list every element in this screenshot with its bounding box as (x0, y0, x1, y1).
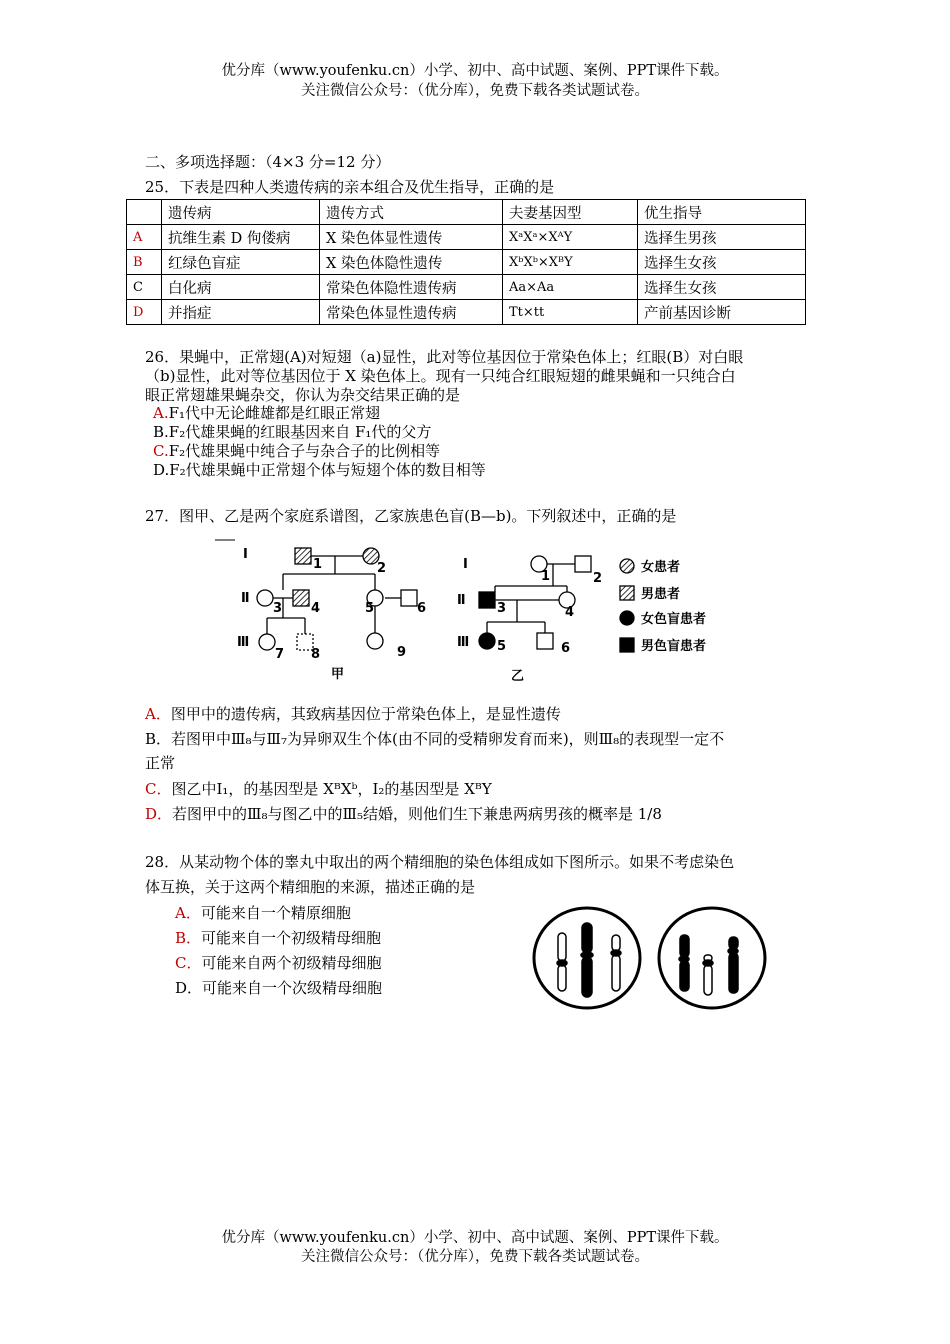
chromosome-right-3 (728, 937, 738, 993)
q26-stem-line2: （b)显性，此对等位基因位于 X 染色体上。现有一只纯合红眼短翅的雌果蝇和一只纯合白 (145, 367, 736, 385)
node-number: 4 (311, 601, 321, 616)
legend-female-patient-icon (620, 559, 634, 573)
figure-caption-jia: 甲 (331, 667, 345, 682)
table-cell: C (127, 275, 162, 300)
q26-option-a: A.F₁代中无论雌雄都是红眼正常翅 (153, 404, 381, 422)
q26-stem-line1: 26．果蝇中，正常翅(A)对短翅（a)显性，此对等位基因位于常染色体上；红眼(B）对白眼 (145, 348, 744, 366)
q26-option-d: D.F₂代雄果蝇中正常翅个体与短翅个体的数目相等 (153, 461, 486, 479)
chromosome-right-2 (703, 955, 713, 995)
legend-male-patient-icon (620, 586, 634, 600)
q28-option-c: C．可能来自两个初级精母细胞 (175, 954, 382, 972)
gen-label: Ⅰ (463, 557, 468, 572)
table-cell: 抗维生素 D 佝偻病 (162, 225, 320, 250)
chromosome-left-2 (581, 923, 593, 997)
table-cell: X 染色体显性遗传 (320, 225, 503, 250)
site-header-line1: 优分库（www.youfenku.cn）小学、初中、高中试题、案例、PPT课件下载。 (221, 63, 729, 79)
q26-option-c: C.F₂代雄果蝇中纯合子与杂合子的比例相等 (153, 442, 441, 460)
q28-option-b: B．可能来自一个初级精母细胞 (175, 929, 382, 947)
q27-option-a: A．图甲中的遗传病，其致病基因位于常染色体上，是显性遗传 (145, 705, 561, 723)
table-cell: 产前基因诊断 (638, 300, 806, 325)
site-header-line2: 关注微信公众号：（优分库），免费下载各类试题试卷。 (301, 83, 649, 99)
node-number: 1 (541, 569, 551, 584)
q28-option-a: A．可能来自一个精原细胞 (175, 904, 351, 922)
table-cell: 选择生女孩 (638, 275, 806, 300)
legend-male-colorblind-icon (620, 638, 634, 652)
pedigree-figure (215, 538, 735, 688)
table-cell: 红绿色盲症 (162, 250, 320, 275)
q27-option-c: C．图乙中Ⅰ₁，的基因型是 XᴮXᵇ，Ⅰ₂的基因型是 XᴮY (145, 780, 492, 798)
site-footer-line1: 优分库（www.youfenku.cn）小学、初中、高中试题、案例、PPT课件下载。 (221, 1230, 729, 1246)
table-cell: B (127, 250, 162, 275)
node-number: 9 (397, 645, 407, 660)
table-cell: Tt×tt (503, 300, 638, 325)
legend-female-colorblind-icon (620, 611, 634, 625)
section-title: 二、多项选择题：（4×3 分=12 分） (145, 153, 391, 171)
table-cell: 常染色体隐性遗传病 (320, 275, 503, 300)
node-number: 2 (377, 561, 387, 576)
chromosome-right-1 (679, 935, 689, 991)
q25-table (126, 199, 806, 325)
q25-stem: 25．下表是四种人类遗传病的亲本组合及优生指导，正确的是 (145, 178, 555, 196)
site-footer-line2: 关注微信公众号：（优分库），免费下载各类试题试卷。 (301, 1249, 649, 1265)
pedigree-jia-II6-male (401, 590, 417, 606)
legend-label: 女色盲患者 (641, 612, 707, 627)
gen-label: Ⅲ (237, 635, 250, 650)
node-number: 4 (565, 605, 575, 620)
node-number: 5 (365, 601, 375, 616)
pedigree-yi-III5-colorblind-female (479, 633, 495, 649)
sperm-cells-figure (530, 905, 770, 1015)
node-number: 3 (497, 601, 507, 616)
q26-stem-line3: 眼正常翅雄果蝇杂交，你认为杂交结果正确的是 (145, 386, 461, 404)
node-number: 6 (561, 641, 571, 656)
table-cell: 常染色体显性遗传病 (320, 300, 503, 325)
chromosome-left-1 (557, 933, 567, 991)
table-cell: 选择生男孩 (638, 225, 806, 250)
q26-option-b: B.F₂代雄果蝇的红眼基因来自 F₁代的父方 (153, 423, 432, 441)
gen-label: Ⅱ (457, 593, 466, 608)
table-cell: 选择生女孩 (638, 250, 806, 275)
pedigree-jia-III7-female (259, 634, 275, 650)
q27-option-b-line2: 正常 (145, 754, 176, 772)
legend-label: 男色盲患者 (641, 639, 707, 654)
table-header-cell: 遗传病 (162, 200, 320, 225)
pedigree-yi-II3-colorblind-male (479, 592, 495, 608)
table-header-row (127, 200, 806, 225)
table-row (127, 250, 806, 275)
legend-label: 男患者 (641, 587, 681, 602)
table-row (127, 275, 806, 300)
table-cell: Aa×Aa (503, 275, 638, 300)
pedigree-jia-III9-female (367, 633, 383, 649)
table-cell: A (127, 225, 162, 250)
legend-label: 女患者 (641, 560, 681, 575)
node-number: 6 (417, 601, 427, 616)
q28-option-d: D．可能来自一个次级精母细胞 (175, 979, 383, 997)
node-number: 8 (311, 647, 321, 662)
gen-label: Ⅱ (241, 591, 250, 606)
node-number: 2 (593, 571, 603, 586)
table-header-cell: 遗传方式 (320, 200, 503, 225)
table-cell: XᵃXᵃ×XᴬY (503, 225, 638, 250)
q28-stem-line2: 体互换，关于这两个精细胞的来源，描述正确的是 (145, 878, 476, 896)
node-number: 5 (497, 639, 507, 654)
table-header-cell: 优生指导 (638, 200, 806, 225)
figure-caption-yi: 乙 (511, 669, 525, 684)
q28-stem-line1: 28．从某动物个体的睾丸中取出的两个精细胞的染色体组成如下图所示。如果不考虑染色 (145, 853, 735, 871)
pedigree-yi-I2-male (575, 556, 591, 572)
node-number: 3 (273, 601, 283, 616)
q27-option-d: D．若图甲中的Ⅲ₈与图乙中的Ⅲ₅结婚，则他们生下兼患两病男孩的概率是 1/8 (145, 805, 662, 823)
pedigree-yi-III6-male (537, 633, 553, 649)
gen-label: Ⅲ (457, 635, 470, 650)
pedigree-jia-II4-affected-male (293, 590, 309, 606)
table-header-cell: 夫妻基因型 (503, 200, 638, 225)
table-cell: XᵇXᵇ×XᴮY (503, 250, 638, 275)
chromosome-left-3 (611, 935, 621, 991)
table-row (127, 300, 806, 325)
q27-option-b-line1: B．若图甲中Ⅲ₈与Ⅲ₇为异卵双生个体(由不同的受精卵发育而来)，则Ⅲ₈的表现型一定不 (145, 730, 725, 748)
node-number: 1 (313, 557, 323, 572)
gen-label: Ⅰ (243, 547, 248, 562)
q27-stem: 27．图甲、乙是两个家庭系谱图，乙家族患色盲(B—b)。下列叙述中，正确的是 (145, 507, 677, 525)
table-cell: X 染色体隐性遗传 (320, 250, 503, 275)
table-header-cell (127, 200, 162, 225)
pedigree-jia-II3-female (257, 590, 273, 606)
table-cell: 白化病 (162, 275, 320, 300)
node-number: 7 (275, 647, 285, 662)
table-row (127, 225, 806, 250)
table-cell: D (127, 300, 162, 325)
pedigree-jia-I1-affected-male (295, 548, 311, 564)
table-cell: 并指症 (162, 300, 320, 325)
